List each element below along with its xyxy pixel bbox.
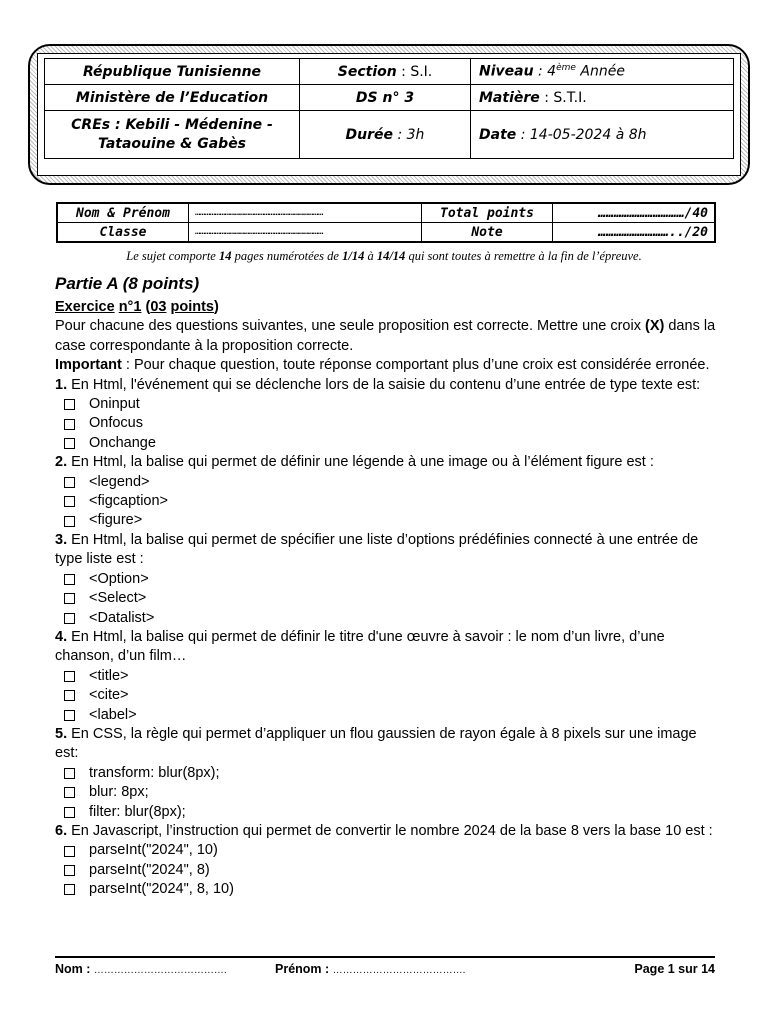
important-label: Important <box>55 357 122 374</box>
duree-cell <box>300 111 471 159</box>
checkbox-icon[interactable] <box>64 846 75 857</box>
exercise-points-num: 03 <box>150 299 167 315</box>
question-3 <box>55 531 717 570</box>
ministry-cell: Ministère de l’Education <box>45 85 300 111</box>
answer-option-label: transform: blur(8px); <box>89 764 220 781</box>
subject-text-1: Le sujet comporte <box>126 249 219 263</box>
question-1 <box>55 376 717 395</box>
answer-option[interactable] <box>55 686 717 705</box>
checkbox-icon[interactable] <box>64 807 75 818</box>
checkbox-icon[interactable] <box>64 690 75 701</box>
niveau-rest: Année <box>575 63 625 80</box>
checkbox-icon[interactable] <box>64 574 75 585</box>
question-6 <box>55 822 717 841</box>
subject-notice <box>0 249 768 264</box>
total-points-field[interactable]: ……………………………/40 <box>553 203 716 223</box>
answer-option-label: filter: blur(8px); <box>89 803 186 820</box>
question-number: 6. <box>55 822 68 839</box>
duree-value: : 3h <box>397 126 425 143</box>
instructions-mark: (X) <box>645 318 665 335</box>
note-field[interactable]: ………………………../20 <box>553 223 716 243</box>
answer-option[interactable] <box>55 434 717 453</box>
questions-list <box>55 376 717 900</box>
identification-table <box>56 202 716 243</box>
checkbox-icon[interactable] <box>64 768 75 779</box>
checkbox-icon[interactable] <box>64 419 75 430</box>
question-text: En Html, l'événement qui se déclenche lors de la saisie du contenu d’une entrée de type texte est: <box>67 376 701 393</box>
answer-option-label: <legend> <box>89 473 150 490</box>
subject-first-page: 1/14 <box>342 249 365 263</box>
exercise-points-word: points <box>170 299 214 315</box>
answer-option[interactable] <box>55 511 717 530</box>
footer-nom-label: Nom : <box>55 962 94 976</box>
answer-option[interactable] <box>55 764 717 783</box>
page-footer <box>55 956 715 976</box>
question-number: 4. <box>55 628 68 645</box>
exercise-paren-close: ) <box>213 299 219 315</box>
niveau-cell <box>471 59 734 85</box>
checkbox-icon[interactable] <box>64 613 75 624</box>
answer-option[interactable] <box>55 492 717 511</box>
date-label: Date <box>479 126 517 143</box>
answer-option[interactable] <box>55 706 717 725</box>
instructions-text-2: dans la case correspondante à la proposition correcte. <box>55 318 716 354</box>
nom-prenom-label: Nom & Prénom <box>57 203 189 223</box>
subject-pages: 14 <box>218 249 232 263</box>
section-value: : S.I. <box>401 63 433 80</box>
total-points-label: Total points <box>422 203 553 223</box>
page-number: Page 1 sur 14 <box>634 962 715 976</box>
answer-option-label: blur: 8px; <box>89 784 149 801</box>
niveau-value: : 4 <box>538 63 557 80</box>
answer-option-label: parseInt("2024", 10) <box>89 842 218 859</box>
instructions <box>55 317 717 356</box>
checkbox-icon[interactable] <box>64 399 75 410</box>
answer-option-label: Oninput <box>89 396 140 413</box>
part-title: Partie A (8 points) <box>55 274 200 293</box>
duree-label: Durée <box>345 126 394 143</box>
answer-option-label: <figcaption> <box>89 493 169 510</box>
answer-option[interactable] <box>55 395 717 414</box>
question-number: 2. <box>55 454 68 471</box>
answer-option-label: <Datalist> <box>89 609 155 626</box>
footer-nom <box>55 962 275 976</box>
question-text: En Javascript, l’instruction qui permet de convertir le nombre 2024 de la base 8 vers la base 10 est : <box>67 822 713 839</box>
answer-option[interactable] <box>55 414 717 433</box>
checkbox-icon[interactable] <box>64 710 75 721</box>
footer-prenom-label: Prénom : <box>275 962 333 976</box>
question-text: En CSS, la règle qui permet d’appliquer un flou gaussien de rayon égale à 8 pixels sur une image est: <box>55 725 697 762</box>
checkbox-icon[interactable] <box>64 477 75 488</box>
checkbox-icon[interactable] <box>64 593 75 604</box>
question-number: 3. <box>55 531 68 548</box>
footer-nom-dots: …………………………………. <box>93 965 227 976</box>
answer-option[interactable] <box>55 841 717 860</box>
question-text: En Html, la balise qui permet de spécifier une liste d’options prédéfinies connecté à une entrée de type liste est : <box>55 531 699 568</box>
checkbox-icon[interactable] <box>64 438 75 449</box>
classe-label: Classe <box>57 223 189 243</box>
section-label: Section <box>337 63 397 80</box>
date-value: : 14-05-2024 à 8h <box>520 126 647 143</box>
answer-option-label: parseInt("2024", 8) <box>89 861 210 878</box>
subject-text-3: à <box>364 249 377 263</box>
answer-option[interactable] <box>55 880 717 899</box>
footer-prenom <box>275 962 634 976</box>
answer-option-label: Onchange <box>89 434 156 451</box>
ds-cell: DS n° 3 <box>300 85 471 111</box>
question-text: En Html, la balise qui permet de définir une légende à une image ou à l’élément figure est : <box>67 454 654 471</box>
answer-option-label: <figure> <box>89 512 143 529</box>
exercise-number: n°1 <box>118 299 142 315</box>
question-2 <box>55 453 717 472</box>
answer-option-label: parseInt("2024", 8, 10) <box>89 881 234 898</box>
answer-option-label: <label> <box>89 706 137 723</box>
answer-option-label: <cite> <box>89 687 129 704</box>
exercise-title <box>55 298 717 317</box>
question-5 <box>55 725 717 764</box>
checkbox-icon[interactable] <box>64 865 75 876</box>
matiere-label: Matière <box>479 89 540 106</box>
answer-option[interactable] <box>55 861 717 880</box>
answer-option[interactable] <box>55 803 717 822</box>
question-4 <box>55 628 717 667</box>
header-inner <box>37 53 741 176</box>
answer-option[interactable] <box>55 783 717 802</box>
answer-option-label: <Select> <box>89 590 147 607</box>
matiere-cell <box>471 85 734 111</box>
exercise-word: Exercice <box>55 299 115 315</box>
question-number: 5. <box>55 725 68 742</box>
classe-field[interactable]: …………………………………………………………………… <box>189 223 422 243</box>
answer-option-label: <Option> <box>89 570 149 587</box>
footer-prenom-dots: …………………………………. <box>332 965 466 976</box>
instructions-text-1: Pour chacune des questions suivantes, une seule proposition est correcte. Mettre une croix <box>55 318 645 335</box>
answer-option[interactable] <box>55 589 717 608</box>
checkbox-icon[interactable] <box>64 787 75 798</box>
matiere-value: : S.T.I. <box>544 89 587 106</box>
exercise-paren-open: ( <box>145 299 151 315</box>
answer-option[interactable] <box>55 473 717 492</box>
header-frame <box>28 44 750 185</box>
important-text: : Pour chaque question, toute réponse comportant plus d’une croix est considérée erronée. <box>121 357 710 374</box>
answer-option[interactable] <box>55 667 717 686</box>
subject-last-page: 14/14 <box>376 249 406 263</box>
subject-text-4: qui sont toutes à remettre à la fin de l’épreuve. <box>405 249 642 263</box>
checkbox-icon[interactable] <box>64 884 75 895</box>
answer-option[interactable] <box>55 570 717 589</box>
header-table <box>44 58 734 159</box>
checkbox-icon[interactable] <box>64 671 75 682</box>
answer-option[interactable] <box>55 609 717 628</box>
section-cell <box>300 59 471 85</box>
question-text: En Html, la balise qui permet de définir le titre d'une œuvre à savoir : le nom d’un livre, d’une chanson, d’un film… <box>55 628 665 665</box>
answer-option-label: <title> <box>89 667 129 684</box>
checkbox-icon[interactable] <box>64 516 75 527</box>
republic-cell: République Tunisienne <box>45 59 300 85</box>
niveau-label: Niveau <box>479 63 534 80</box>
nom-prenom-field[interactable]: …………………………………………………………………… <box>189 203 422 223</box>
question-number: 1. <box>55 376 68 393</box>
important-note <box>55 356 717 375</box>
date-cell <box>471 111 734 159</box>
answer-option-label: Onfocus <box>89 415 143 432</box>
note-label: Note <box>422 223 553 243</box>
checkbox-icon[interactable] <box>64 496 75 507</box>
main-content <box>55 273 717 900</box>
cres-cell: CREs : Kebili - Médenine - Tataouine & Gabès <box>45 111 300 159</box>
niveau-sup: ème <box>556 63 576 74</box>
subject-text-2: pages numérotées de <box>231 249 343 263</box>
